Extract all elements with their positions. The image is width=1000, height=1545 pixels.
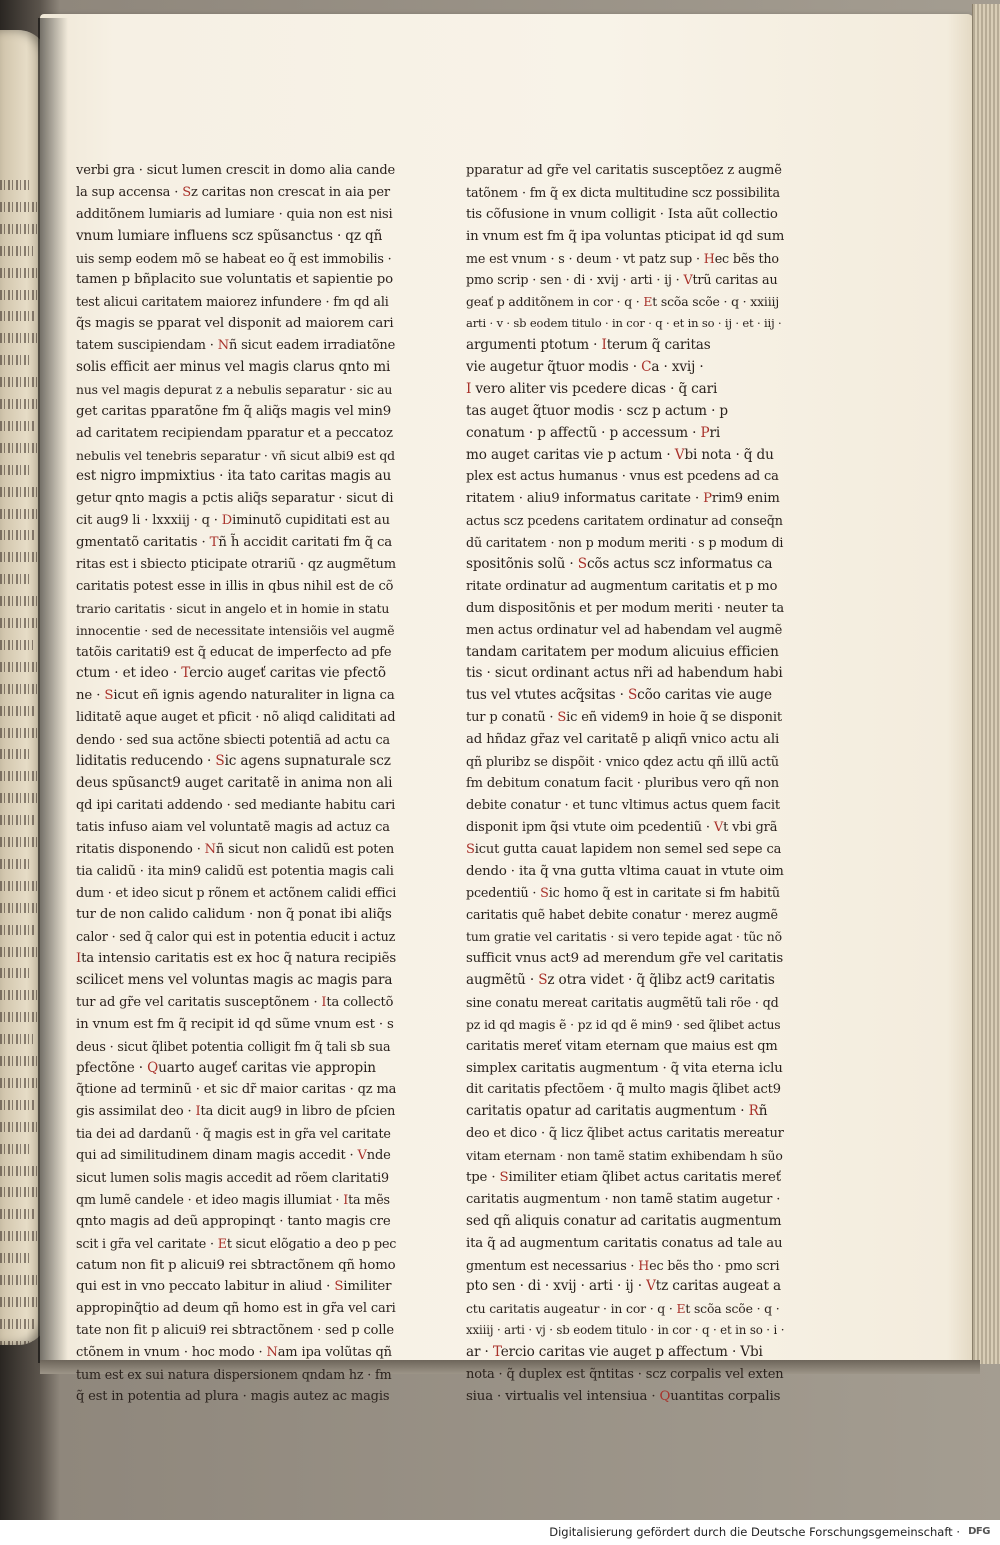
adjacent-page-text-fragment [0, 947, 41, 957]
text-line: tis cõfusione in vnum colligit · Ista aũt collectio [466, 206, 778, 222]
text-line: xxiiij · arti · vj · sb eodem titulo · in cor · q · et in so · i · [466, 1323, 784, 1338]
text-line: ritatem · aliu9 informatus caritate · Prim9 enim [466, 491, 780, 507]
text-line: cit aug9 li · lxxxiij · q · Diminutõ cupiditati est au [76, 513, 390, 529]
text-line: simplex caritatis augmentum · q̃ vita eterna iclu [466, 1060, 783, 1076]
adjacent-page-text-fragment [0, 355, 32, 365]
text-line: liditatẽ aque auget et pficit · nõ aliqd caliditati ad [76, 710, 396, 726]
footer-bar [0, 1520, 1000, 1545]
text-line: geať p additõnem in cor · q · Et scõa scõe · q · xxiiij [466, 294, 780, 310]
left-text-column [76, 160, 396, 1408]
text-line: test alicui caritatem maiorez infundere · fm qd ali [76, 294, 389, 310]
text-line: vie augetur q̃tuor modis · Ca · xvij · [466, 359, 704, 376]
text-line: ritas est i sbiecto pticipate otrariũ · qz augmẽtum [76, 557, 396, 573]
text-line: ar · Tercio caritas vie auget p affectum · Vbi [466, 1344, 763, 1361]
adjacent-page-text-fragment [0, 771, 39, 781]
text-line: ad caritatem recipiendam pparatur et a peccatoz [76, 425, 393, 441]
text-line: ctu caritatis augeatur · in cor · q · Et scõa scõe · q · [466, 1301, 780, 1317]
text-line: vnum lumiare influens scz spũsanctus · qz qñ [76, 227, 383, 244]
text-line: ita q̃ ad augmentum caritatis conatus ad tale au [466, 1235, 783, 1251]
text-line: tate non fit p alicui9 rei sbtractõnem · sed p colle [76, 1323, 394, 1339]
text-line: pz id qd magis ẽ · pz id qd ẽ min9 · sed q̃libet actus [466, 1016, 781, 1032]
text-line: tatis infuso aiam vel voluntatẽ magis ad actuz ca [76, 819, 390, 835]
text-line: verbi gra · sicut lumen crescit in domo alia cande [76, 163, 396, 178]
text-line: spositõnis solũ · Scõs actus scz informatus ca [466, 556, 773, 573]
text-line: q̃s magis se pparat vel disponit ad maiorem cari [76, 316, 394, 332]
text-line: solis efficit aer minus vel magis clarus qnto mi [76, 359, 391, 376]
text-line: me est vnum · s · deum · vt patz sup · Hec bẽs tho [466, 250, 779, 266]
text-line: Ita intensio caritatis est ex hoc q̃ natura recipiẽs [76, 951, 396, 967]
page-fore-edge [972, 4, 1000, 1364]
text-line: gmentum est necessarius · Hec bẽs tho · pmo scri [466, 1257, 780, 1273]
adjacent-page-text-fragment [0, 1341, 41, 1345]
text-line: tamen p bñplacito sue voluntatis et sapientie po [76, 272, 394, 288]
text-line: q̃tione ad terminũ · et sic dr̃ maior caritas · qz ma [76, 1082, 396, 1098]
text-line: arti · v · sb eodem titulo · in cor · q · et in so · ij · et · iij · [466, 316, 782, 331]
text-line: qnto magis ad deũ appropinqt · tanto magis cre [76, 1213, 391, 1229]
text-line: deo et dico · q̃ licz q̃libet actus caritatis mereatur [466, 1126, 784, 1142]
adjacent-page-text-fragment [0, 728, 43, 738]
text-line: gmentatõ caritatis · Tñ h̃ accidit caritati fm q̃ ca [76, 535, 393, 551]
text-line: tur ad gr̃e vel caritatis susceptõnem · Ita collectõ [76, 994, 394, 1010]
adjacent-page-text-fragment [0, 596, 37, 606]
text-line: sufficit vnus act9 ad merendum gr̃e vel caritatis [466, 951, 783, 967]
adjacent-page-text-fragment [0, 1100, 36, 1110]
adjacent-page-text-fragment [0, 706, 36, 716]
text-line: appropinq̃tio ad deum qñ homo est in gr̃a vel cari [76, 1301, 396, 1317]
text-line: caritatis quẽ habet debite conatur · merez augmẽ [466, 907, 778, 923]
text-line: tur p conatũ · Sic eñ videm9 in hoie q̃ se disponit [466, 710, 782, 726]
text-line: qm lumẽ candele · et ideo magis illumiat · Ita mẽs [76, 1191, 390, 1207]
text-line: tum est ex sui natura dispersionem qndam hz · fm [76, 1366, 392, 1382]
adjacent-page-text-fragment [0, 465, 31, 475]
text-line: actus scz pcedens caritatem ordinatur ad conseq̃n [466, 513, 783, 529]
adjacent-page-text-fragment [0, 574, 30, 584]
text-line: disponit ipm q̃si vtute oim pcedentiũ · Vt vbi grã [466, 819, 778, 835]
text-line: Sicut gutta cauat lapidem non semel sed sepe ca [466, 841, 782, 857]
text-line: men actus ordinatur vel ad habendam vel augmẽ [466, 622, 783, 638]
text-line: dum · et ideo sicut p rõnem et actõnem calidi effici [76, 885, 396, 901]
text-line: qñ pluribz se dispõit · vnico qdez actu qñ illũ actũ [466, 754, 779, 770]
text-line: siua · virtualis vel intensiua · Quantitas corpalis [466, 1388, 781, 1404]
text-line: dit caritatis pfectõem · q̃ multo magis q̃libet act9 [466, 1082, 781, 1098]
adjacent-page-text-fragment [0, 1166, 39, 1176]
adjacent-page-text-fragment [0, 333, 43, 343]
text-line: dendo · ita q̃ vna gutta vltima cauat in vtute oim [466, 863, 784, 879]
text-line: conatum · p affectũ · p accessum · Pri [466, 424, 721, 441]
adjacent-page-text-fragment [0, 1275, 38, 1285]
text-line: liditatis reducendo · Sic agens supnaturale scz [76, 753, 391, 770]
adjacent-page-text-fragment [0, 749, 32, 759]
text-line: argumenti ptotum · Iterum q̃ caritas [466, 337, 711, 354]
text-line: tandam caritatem per modum alicuius efficien [466, 643, 779, 660]
text-line: tis · sicut ordinant actus nr̃i ad habendum habi [466, 665, 783, 682]
text-line: get caritas pparatõne fm q̃ aliq̃s magis vel min9 [76, 403, 392, 419]
text-line: q̃ est in potentia ad plura · magis autez ac magis [76, 1388, 390, 1404]
text-line: caritatis potest esse in illis in qbus nihil est de cõ [76, 578, 394, 594]
text-line: calor · sed q̃ calor qui est in potentia educit i actuz [76, 929, 396, 945]
text-line: augmẽtũ · Sz otra videt · q̃ q̃libz act9 caritatis [466, 971, 775, 988]
adjacent-page-text-fragment [0, 487, 38, 497]
text-line: la sup accensa · Sz caritas non crescat in aia per [76, 184, 390, 200]
adjacent-page-text-fragment [0, 268, 40, 278]
text-line: tia calidũ · ita min9 calidũ est potentia magis cali [76, 863, 394, 879]
adjacent-page-text-fragment [0, 1209, 35, 1219]
adjacent-page-text-fragment [0, 180, 30, 190]
text-line: pparatur ad gr̃e vel caritatis susceptõez z augmẽ [466, 163, 782, 178]
adjacent-page-text-fragment [0, 202, 37, 212]
adjacent-page-text-fragment [0, 815, 35, 825]
text-line: deus · sicut q̃libet potentia colligit fm q̃ tali sb sua [76, 1038, 391, 1054]
text-line: additõnem lumiaris ad lumiare · quia non est nisi [76, 206, 393, 222]
text-line: dũ caritatem · non p modum meriti · s p modum di [466, 535, 784, 551]
text-line: uis semp eodem mõ se habeat eo q̃ est immobilis · [76, 250, 392, 266]
adjacent-page-text-fragment [0, 859, 31, 869]
adjacent-page-text-fragment [0, 443, 42, 453]
text-line: nebulis vel tenebris separatur · vñ sicut albi9 est qd [76, 447, 395, 463]
adjacent-page-text-fragment [0, 530, 34, 540]
adjacent-page-text-fragment [0, 1122, 43, 1132]
text-line: tpe · Similiter etiam q̃libet actus caritatis mereť [466, 1169, 781, 1185]
adjacent-page-text-fragment [0, 377, 39, 387]
text-line: getur qnto magis a pctis aliq̃s separatur · sicut di [76, 491, 394, 507]
text-line: innocentie · sed de necessitate intensiõis vel augmẽ [76, 622, 395, 638]
adjacent-page-text-fragment [0, 552, 41, 562]
text-line: I vero aliter vis pcedere dicas · q̃ cari [466, 380, 718, 397]
text-line: qui ad similitudinem dinam magis accedit · Vnde [76, 1148, 391, 1164]
adjacent-page-text-fragment [0, 662, 40, 672]
text-line: qui est in vno peccato labitur in aliud · Similiter [76, 1279, 392, 1295]
text-line: tur de non calido calidum · non q̃ ponat ibi aliq̃s [76, 907, 392, 923]
text-line: tia dei ad dardanũ · q̃ magis est in gr̃a vel caritate [76, 1126, 391, 1142]
text-line: nota · q̃ duplex est q̃ntitas · scz corpalis vel exten [466, 1366, 784, 1382]
text-line: trario caritatis · sicut in angelo et in homie in statu [76, 600, 390, 616]
adjacent-page-text-fragment [0, 1056, 40, 1066]
text-line: tatem suscipiendam · Nñ sicut eadem irradiatõne [76, 338, 396, 354]
text-line: catum non fit p alicui9 rei sbtractõnem qñ homo [76, 1257, 396, 1273]
text-line: ritate ordinatur ad augmentum caritatis et p mo [466, 578, 778, 594]
text-line: gis assimilat deo · Ita dicit aug9 in libro de pſcien [76, 1104, 396, 1120]
adjacent-page-text-fragment [0, 311, 36, 321]
text-line: tatõnem · fm q̃ ex dicta multitudine scz possibilita [466, 184, 780, 200]
text-line: tus vel vtutes acq̃sitas · Scõo caritas vie auge [466, 687, 772, 704]
adjacent-page-text-fragment [0, 640, 33, 650]
text-line: fm debitum conatum facit · pluribus vero qñ non [466, 775, 780, 791]
adjacent-page-text-fragment [0, 968, 30, 978]
text-line: pmo scrip · sen · di · xvij · arti · ij · Vtrũ caritas au [466, 272, 778, 288]
adjacent-page-text-fragment [0, 421, 35, 431]
text-line: dum dispositõnis et per modum meriti · neuter ta [466, 600, 784, 616]
adjacent-page-text-fragment [0, 1034, 33, 1044]
text-line: nus vel magis depurat z a nebulis separatur · sic au [76, 381, 393, 397]
text-line: scilicet mens vel voluntas magis ac magis para [76, 971, 393, 988]
text-line: caritatis augmentum · non tamẽ statim augetur · [466, 1191, 781, 1207]
text-line: debite conatur · et tunc vltimus actus quem facit [466, 797, 780, 813]
spine-shadow [38, 18, 68, 1363]
text-line: sine conatu mereat caritatis augmẽtũ tali rõe · qd [466, 994, 779, 1010]
text-line: est nigro impmixtius · ita tato caritas magis au [76, 468, 392, 485]
adjacent-page-text-fragment [0, 1319, 34, 1329]
text-line: sed qñ aliquis conatur ad caritatis augmentum [466, 1212, 782, 1229]
text-line: vitam eternam · non tamẽ statim exhibendam h sũo [466, 1148, 783, 1164]
text-line: ritatis disponendo · Nñ sicut non calidũ est poten [76, 841, 395, 857]
dfg-logo: DFG [968, 1526, 990, 1537]
adjacent-page-text-fragment [0, 881, 38, 891]
text-line: pcedentiũ · Sic homo q̃ est in caritate si fm habitũ [466, 885, 780, 901]
text-line: in vnum est fm q̃ ipa voluntas pticipat id qd sum [466, 228, 784, 244]
text-line: ctõnem in vnum · hoc modo · Nam ipa volũtas qñ [76, 1345, 392, 1361]
text-line: tum gratie vel caritatis · si vero tepide agat · tũc nõ [466, 929, 782, 945]
adjacent-page-text-fragment [0, 1253, 31, 1263]
funding-credit: Digitalisierung gefördert durch die Deutsche Forschungsgemeinschaft · [549, 1525, 960, 1539]
text-line: ctum · et ideo · Tercio augeť caritas vie pfectõ [76, 665, 386, 682]
text-line: deus spũsanct9 auget caritatẽ in anima non ali [76, 774, 393, 791]
adjacent-page-text-fragment [0, 837, 42, 847]
text-line: mo auget caritas vie p actum · Vbi nota · q̃ du [466, 446, 774, 463]
text-line: dendo · sed sua actõne sbiecti potentiã ad actu ca [76, 732, 390, 748]
text-line: in vnum est fm q̃ recipit id qd sũme vnum est · s [76, 1016, 394, 1032]
text-line: caritatis opatur ad caritatis augmentum · Rñ [466, 1103, 768, 1120]
text-line: tatõis caritati9 est q̃ educat de imperfecto ad pfe [76, 644, 392, 660]
text-line: pfectõne · Quarto augeť caritas vie appropin [76, 1059, 376, 1076]
text-line: ad hñdaz gr̃az vel caritatẽ p aliqñ vnico actu ali [466, 732, 780, 748]
adjacent-page-text-fragment [0, 990, 37, 1000]
adjacent-page-text-fragment [0, 1231, 42, 1241]
text-line: caritatis mereť vitam eternam que maius est qm [466, 1038, 778, 1054]
adjacent-page-text-fragment [0, 246, 33, 256]
right-text-column [466, 160, 784, 1408]
text-line: sicut lumen solis magis accedit ad rõem claritati9 [76, 1169, 389, 1185]
text-line: ne · Sicut eñ ignis agendo naturaliter in ligna ca [76, 688, 395, 704]
text-line: plex est actus humanus · vnus est pcedens ad ca [466, 469, 779, 485]
text-line: scit i gr̃a vel caritate · Et sicut elõgatio a deo p pec [76, 1235, 396, 1251]
text-line: qd ipi caritati addendo · sed mediante habitu cari [76, 797, 396, 813]
text-line: pto sen · di · xvij · arti · ij · Vtz caritas augeat a [466, 1278, 781, 1295]
adjacent-page-text-fragment [0, 925, 34, 935]
adjacent-page-text-fragment [0, 1144, 32, 1154]
text-line: tas auget q̃tuor modis · scz p actum · p [466, 402, 728, 419]
